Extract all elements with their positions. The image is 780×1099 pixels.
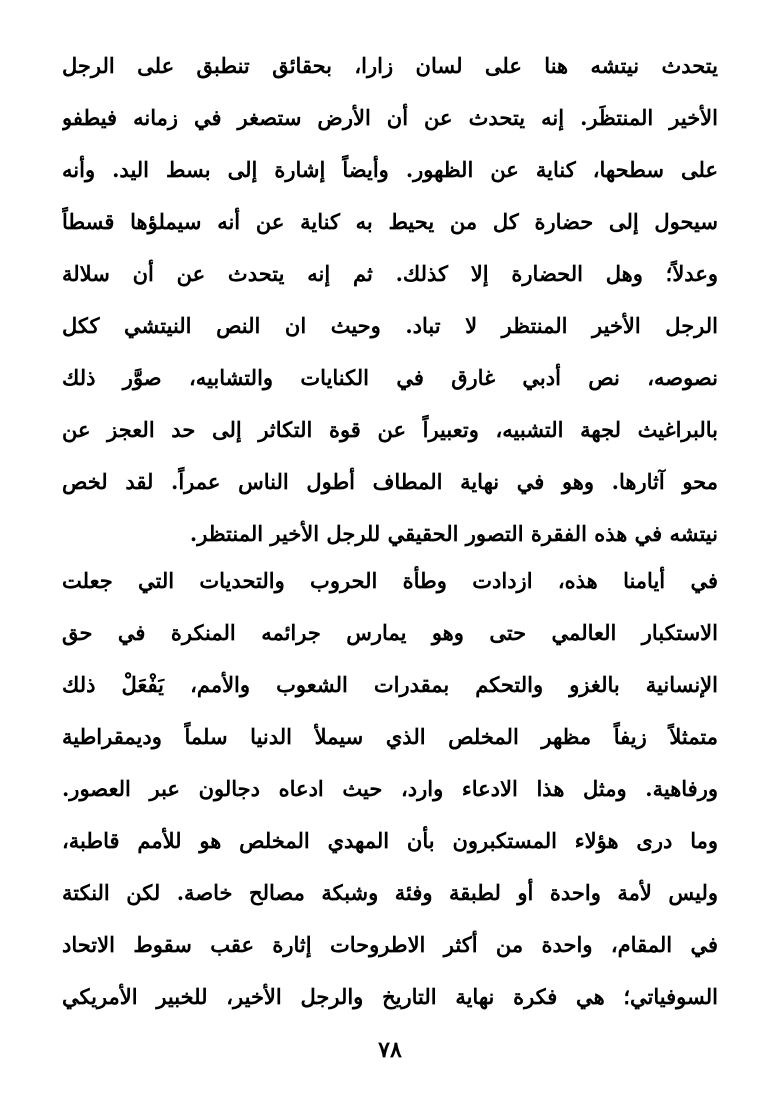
text-line: على سطحها، كناية عن الظهور. وأيضاً إشارة إلى بسط اليد. وأنه xyxy=(62,157,718,182)
page-number: ٧٨ xyxy=(378,1037,402,1063)
text-line: الأخير المنتظَر. إنه يتحدث عن أن الأرض ستصغر في زمانه فيطفو xyxy=(62,105,718,130)
paragraph-1 xyxy=(62,40,718,560)
text-line: يتحدث نيتشه هنا على لسان زارا، بحقائق تنطبق على الرجل xyxy=(62,53,718,78)
text-line: نيتشه في هذه الفقرة التصور الحقيقي للرجل الأخير المنتظر. xyxy=(189,521,718,546)
text-line: السوفياتي؛ هي فكرة نهاية التاريخ والرجل الأخير، للخبير الأمريكي xyxy=(62,984,718,1009)
text-line: في المقام، واحدة من أكثر الاطروحات إثارة عقب سقوط الاتحاد xyxy=(62,932,718,957)
text-line: الإنسانية بالغزو والتحكم بمقدرات الشعوب والأمم، يَفْعَلْ ذلك xyxy=(62,672,718,697)
text-line: في أيامنا هذه، ازدادت وطأة الحروب والتحديات التي جعلت xyxy=(62,568,718,593)
text-line: محو آثارها. وهو في نهاية المطاف أطول الناس عمراً. لقد لخص xyxy=(62,469,718,494)
text-line: وما درى هؤلاء المستكبرون بأن المهدي المخلص هو للأمم قاطبة، xyxy=(62,828,718,853)
paragraph-2 xyxy=(62,555,718,1023)
text-line: ورفاهية. ومثل هذا الادعاء وارد، حيث ادعاه دجالون عبر العصور. xyxy=(62,776,718,801)
text-line: بالبراغيث لجهة التشبيه، وتعبيراً عن قوة التكاثر إلى حد العجز عن xyxy=(62,417,718,442)
text-line: سيحول إلى حضارة كل من يحيط به كناية عن أنه سيملؤها قسطاً xyxy=(62,209,718,234)
text-line: متمثلاً زيفاً مظهر المخلص الذي سيملأ الدنيا سلماً وديمقراطية xyxy=(62,724,718,749)
text-line: وعدلاً؛ وهل الحضارة إلا كذلك. ثم إنه يتحدث عن أن سلالة xyxy=(62,261,718,286)
text-line: وليس لأمة واحدة أو لطبقة وفئة وشبكة مصالح خاصة. لكن النكتة xyxy=(62,880,718,905)
text-line: نصوصه، نص أدبي غارق في الكنايات والتشابيه، صوَّر ذلك xyxy=(62,365,718,390)
text-line: الرجل الأخير المنتظر لا تباد. وحيث ان النص النيتشي ككل xyxy=(62,313,718,338)
text-line: الاستكبار العالمي حتى وهو يمارس جرائمه المنكرة في حق xyxy=(62,620,718,645)
